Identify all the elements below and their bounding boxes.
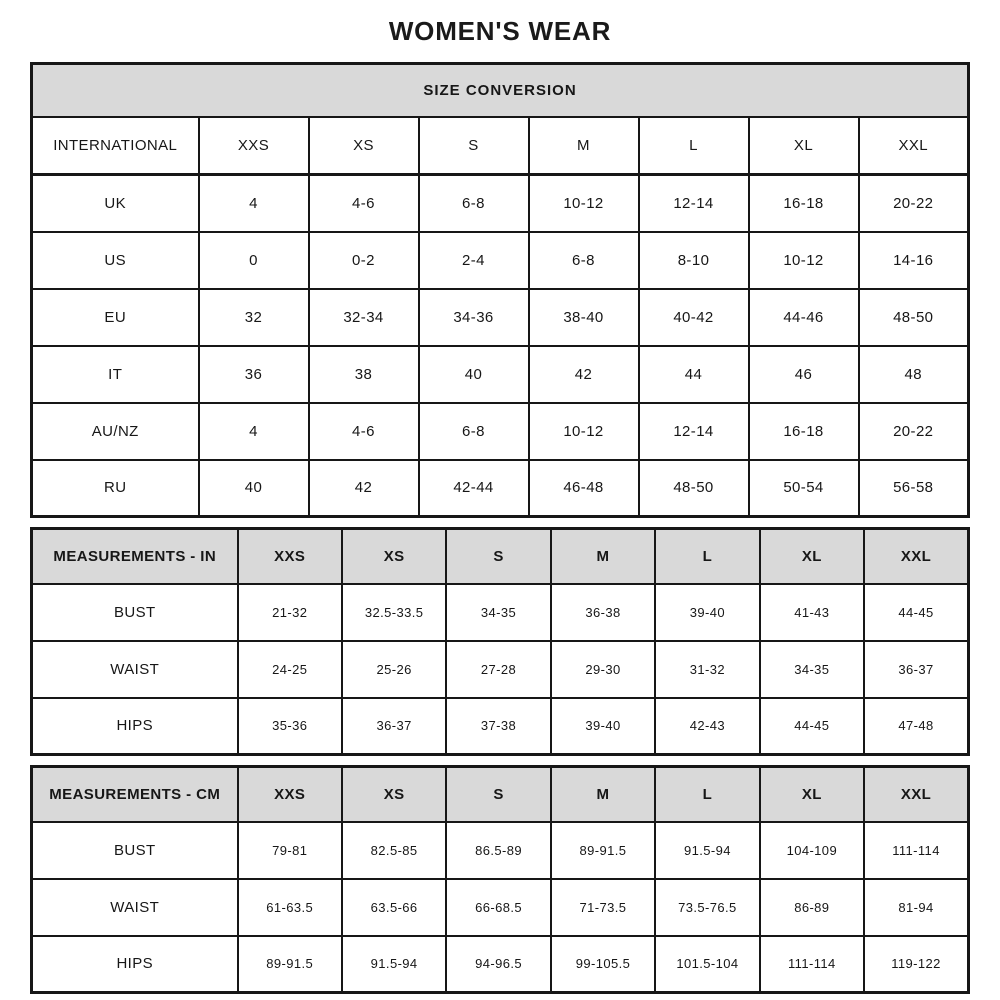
table-row (32, 289, 969, 346)
column-header-cell: L (655, 767, 759, 822)
table-row (32, 936, 969, 993)
table-row (32, 698, 969, 755)
table-banner: SIZE CONVERSION (32, 64, 969, 117)
value-cell: 44-45 (760, 698, 864, 755)
value-cell: 44-46 (749, 289, 859, 346)
value-cell: 42 (529, 346, 639, 403)
column-header-cell: L (655, 529, 759, 584)
value-cell: 48 (859, 346, 969, 403)
value-cell: 40 (419, 346, 529, 403)
value-cell: 56-58 (859, 460, 969, 517)
column-header-cell: XS (309, 117, 419, 175)
table-row (32, 584, 969, 641)
table-row (32, 346, 969, 403)
column-header-cell: M (529, 117, 639, 175)
value-cell: 14-16 (859, 232, 969, 289)
value-cell: 86-89 (760, 879, 864, 936)
column-header-cell: XS (342, 529, 446, 584)
row-label-cell: HIPS (32, 698, 238, 755)
column-header-cell: S (446, 529, 550, 584)
column-header-cell: M (551, 767, 655, 822)
row-label-cell: IT (32, 346, 199, 403)
measurements-cm-table (30, 765, 970, 994)
value-cell: 16-18 (749, 403, 859, 460)
value-cell: 111-114 (864, 822, 968, 879)
value-cell: 6-8 (529, 232, 639, 289)
table-row (32, 232, 969, 289)
value-cell: 31-32 (655, 641, 759, 698)
column-header-cell: XXS (238, 529, 342, 584)
value-cell: 32-34 (309, 289, 419, 346)
value-cell: 35-36 (238, 698, 342, 755)
value-cell: 40 (199, 460, 309, 517)
value-cell: 50-54 (749, 460, 859, 517)
value-cell: 40-42 (639, 289, 749, 346)
table-row (32, 460, 969, 517)
value-cell: 61-63.5 (238, 879, 342, 936)
column-header-cell: M (551, 529, 655, 584)
column-header-cell: XXL (864, 529, 968, 584)
column-header-cell: L (639, 117, 749, 175)
value-cell: 39-40 (551, 698, 655, 755)
value-cell: 48-50 (859, 289, 969, 346)
table-banner-row (32, 64, 969, 117)
value-cell: 10-12 (749, 232, 859, 289)
row-label-cell: WAIST (32, 641, 238, 698)
value-cell: 81-94 (864, 879, 968, 936)
value-cell: 47-48 (864, 698, 968, 755)
value-cell: 99-105.5 (551, 936, 655, 993)
column-header-row (32, 767, 969, 822)
table-row (32, 879, 969, 936)
value-cell: 111-114 (760, 936, 864, 993)
value-cell: 86.5-89 (446, 822, 550, 879)
value-cell: 37-38 (446, 698, 550, 755)
column-header-cell: S (446, 767, 550, 822)
value-cell: 34-35 (760, 641, 864, 698)
row-label-cell: RU (32, 460, 199, 517)
table-row (32, 822, 969, 879)
value-cell: 42 (309, 460, 419, 517)
value-cell: 4-6 (309, 175, 419, 232)
row-label-cell: HIPS (32, 936, 238, 993)
column-header-row (32, 529, 969, 584)
value-cell: 101.5-104 (655, 936, 759, 993)
row-header-label: MEASUREMENTS - IN (32, 529, 238, 584)
value-cell: 12-14 (639, 175, 749, 232)
value-cell: 2-4 (419, 232, 529, 289)
value-cell: 10-12 (529, 175, 639, 232)
row-label-cell: AU/NZ (32, 403, 199, 460)
value-cell: 24-25 (238, 641, 342, 698)
value-cell: 46-48 (529, 460, 639, 517)
value-cell: 6-8 (419, 403, 529, 460)
row-label-cell: US (32, 232, 199, 289)
value-cell: 44-45 (864, 584, 968, 641)
table-row (32, 641, 969, 698)
value-cell: 4 (199, 175, 309, 232)
value-cell: 89-91.5 (551, 822, 655, 879)
row-header-label: MEASUREMENTS - CM (32, 767, 238, 822)
value-cell: 4-6 (309, 403, 419, 460)
column-header-cell: XXL (864, 767, 968, 822)
table-row (32, 403, 969, 460)
value-cell: 34-36 (419, 289, 529, 346)
value-cell: 20-22 (859, 175, 969, 232)
value-cell: 8-10 (639, 232, 749, 289)
column-header-cell: XXL (859, 117, 969, 175)
value-cell: 39-40 (655, 584, 759, 641)
page-title: WOMEN'S WEAR (388, 16, 612, 46)
column-header-cell: XXS (238, 767, 342, 822)
value-cell: 91.5-94 (342, 936, 446, 993)
value-cell: 6-8 (419, 175, 529, 232)
row-header-label: INTERNATIONAL (32, 117, 199, 175)
column-header-row (32, 117, 969, 175)
value-cell: 89-91.5 (238, 936, 342, 993)
value-cell: 71-73.5 (551, 879, 655, 936)
value-cell: 36-37 (864, 641, 968, 698)
value-cell: 36-38 (551, 584, 655, 641)
size-conversion-table (30, 62, 970, 518)
value-cell: 4 (199, 403, 309, 460)
value-cell: 48-50 (639, 460, 749, 517)
value-cell: 46 (749, 346, 859, 403)
value-cell: 36-37 (342, 698, 446, 755)
value-cell: 0-2 (309, 232, 419, 289)
value-cell: 36 (199, 346, 309, 403)
row-label-cell: WAIST (32, 879, 238, 936)
value-cell: 38 (309, 346, 419, 403)
value-cell: 21-32 (238, 584, 342, 641)
column-header-cell: XS (342, 767, 446, 822)
column-header-cell: XL (760, 767, 864, 822)
value-cell: 0 (199, 232, 309, 289)
value-cell: 29-30 (551, 641, 655, 698)
value-cell: 32 (199, 289, 309, 346)
column-header-cell: XXS (199, 117, 309, 175)
value-cell: 73.5-76.5 (655, 879, 759, 936)
value-cell: 91.5-94 (655, 822, 759, 879)
value-cell: 20-22 (859, 403, 969, 460)
value-cell: 104-109 (760, 822, 864, 879)
value-cell: 16-18 (749, 175, 859, 232)
value-cell: 38-40 (529, 289, 639, 346)
row-label-cell: EU (32, 289, 199, 346)
row-label-cell: BUST (32, 822, 238, 879)
value-cell: 41-43 (760, 584, 864, 641)
value-cell: 34-35 (446, 584, 550, 641)
value-cell: 42-43 (655, 698, 759, 755)
measurements-in-table (30, 527, 970, 756)
value-cell: 27-28 (446, 641, 550, 698)
table-row (32, 175, 969, 232)
value-cell: 25-26 (342, 641, 446, 698)
value-cell: 12-14 (639, 403, 749, 460)
row-label-cell: BUST (32, 584, 238, 641)
value-cell: 42-44 (419, 460, 529, 517)
value-cell: 82.5-85 (342, 822, 446, 879)
value-cell: 10-12 (529, 403, 639, 460)
column-header-cell: XL (760, 529, 864, 584)
value-cell: 94-96.5 (446, 936, 550, 993)
value-cell: 66-68.5 (446, 879, 550, 936)
value-cell: 63.5-66 (342, 879, 446, 936)
value-cell: 119-122 (864, 936, 968, 993)
value-cell: 32.5-33.5 (342, 584, 446, 641)
column-header-cell: S (419, 117, 529, 175)
value-cell: 44 (639, 346, 749, 403)
row-label-cell: UK (32, 175, 199, 232)
value-cell: 79-81 (238, 822, 342, 879)
column-header-cell: XL (749, 117, 859, 175)
